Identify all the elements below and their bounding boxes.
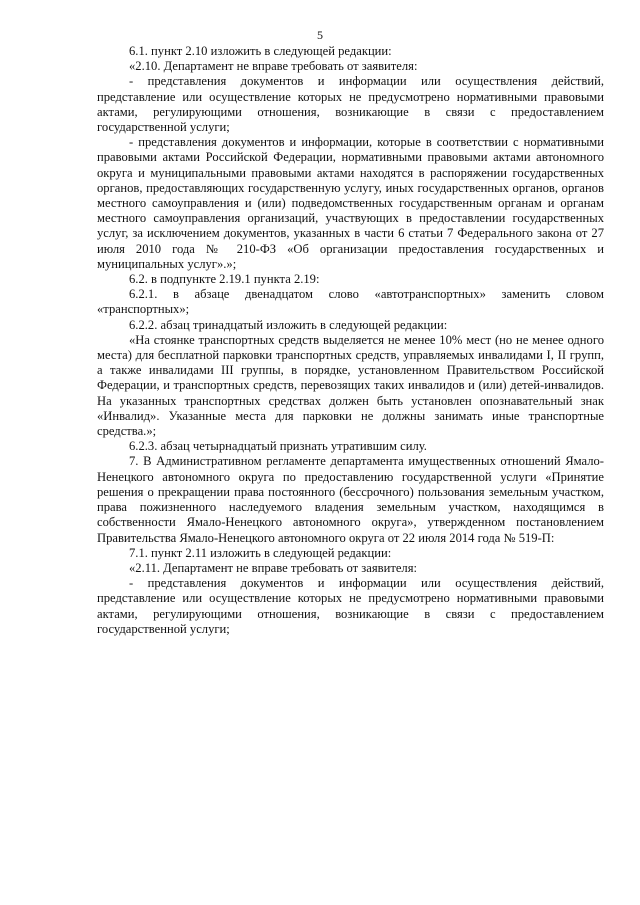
paragraph-6-1: 6.1. пункт 2.10 изложить в следующей редакции: (129, 44, 392, 58)
page-number: 5 (317, 28, 323, 42)
paragraph-6-2-2: 6.2.2. абзац тринадцатый изложить в следующей редакции: (129, 317, 448, 332)
paragraph-7: 7. В Административном регламенте департамента имущественных отношений Ямало-Ненецкого автономного округа по предоставлению государственной услуги «Принятие решения о прекращении права постоянного (бессрочного) пользования земельным участком, права пожизненного наследуемого владения земельным участком, находящимся в собственности Ямало-Ненецкого автономного округа», утвержденном постановлением Правительства Ямало-Ненецкого автономного округа от 22 июля 2014 года № 519-П: (97, 454, 604, 545)
paragraph-parking-quote: «На стоянке транспортных средств выделяется не менее 10% мест (но не менее одного места) для бесплатной парковки транспортных средств, управляемых инвалидами I, II групп, а также инвалидами III группы, в порядке, установленном Правительством Российской Федерации, и транспортных средств, перевозящих таких инвалидов и (или) детей-инвалидов. На указанных транспортных средствах должен быть установлен опознавательный знак «Инвалид». Указанные места для парковки не должны занимать иные транспортные средства.»; (97, 332, 604, 439)
paragraph-2-10-item-2: - представления документов и информации, которые в соответствии с нормативными правовыми актами Российской Федерации, нормативными правовыми актами автономного округа и муниципальными правовыми актами находятся в распоряжении государственных органов, предоставляющих государственную услугу, иных государственных органов, органов местного самоуправления и (или) подведомственных государственным органам и органам местного самоуправления организаций, участвующих в предоставлении государственных услуг, за исключением документов, указанных в части 6 статьи 7 Федерального закона от 27 июля 2010 года № 210-ФЗ «Об организации предоставления государственных и муниципальных услуг».»; (97, 135, 604, 271)
paragraph-2-11-heading: «2.11. Департамент не вправе требовать от заявителя: (129, 560, 418, 575)
paragraph-6-2-1: 6.2.1. в абзаце двенадцатом слово «автотранспортных» заменить словом «транспортных»; (97, 287, 604, 317)
paragraph-2-10-item-1: - представления документов и информации или осуществления действий, представление или осуществление которых не предусмотрено нормативными правовыми актами, регулирующими отношения, возникающие в связи с предоставлением государственной услуги; (97, 74, 604, 135)
paragraph-2-11-item-1: - представления документов и информации или осуществления действий, представление или осуществление которых не предусмотрено нормативными правовыми актами, регулирующими отношения, возникающие в связи с предоставлением государственной услуги; (97, 576, 604, 636)
paragraph-2-10-heading: «2.10. Департамент не вправе требовать от заявителя: (129, 59, 418, 74)
paragraph-6-2-3: 6.2.3. абзац четырнадцатый признать утратившим силу. (129, 439, 427, 454)
paragraph-7-1: 7.1. пункт 2.11 изложить в следующей редакции: (129, 545, 392, 560)
paragraph-6-2: 6.2. в подпункте 2.19.1 пункта 2.19: (129, 272, 320, 287)
document-body (97, 44, 604, 637)
